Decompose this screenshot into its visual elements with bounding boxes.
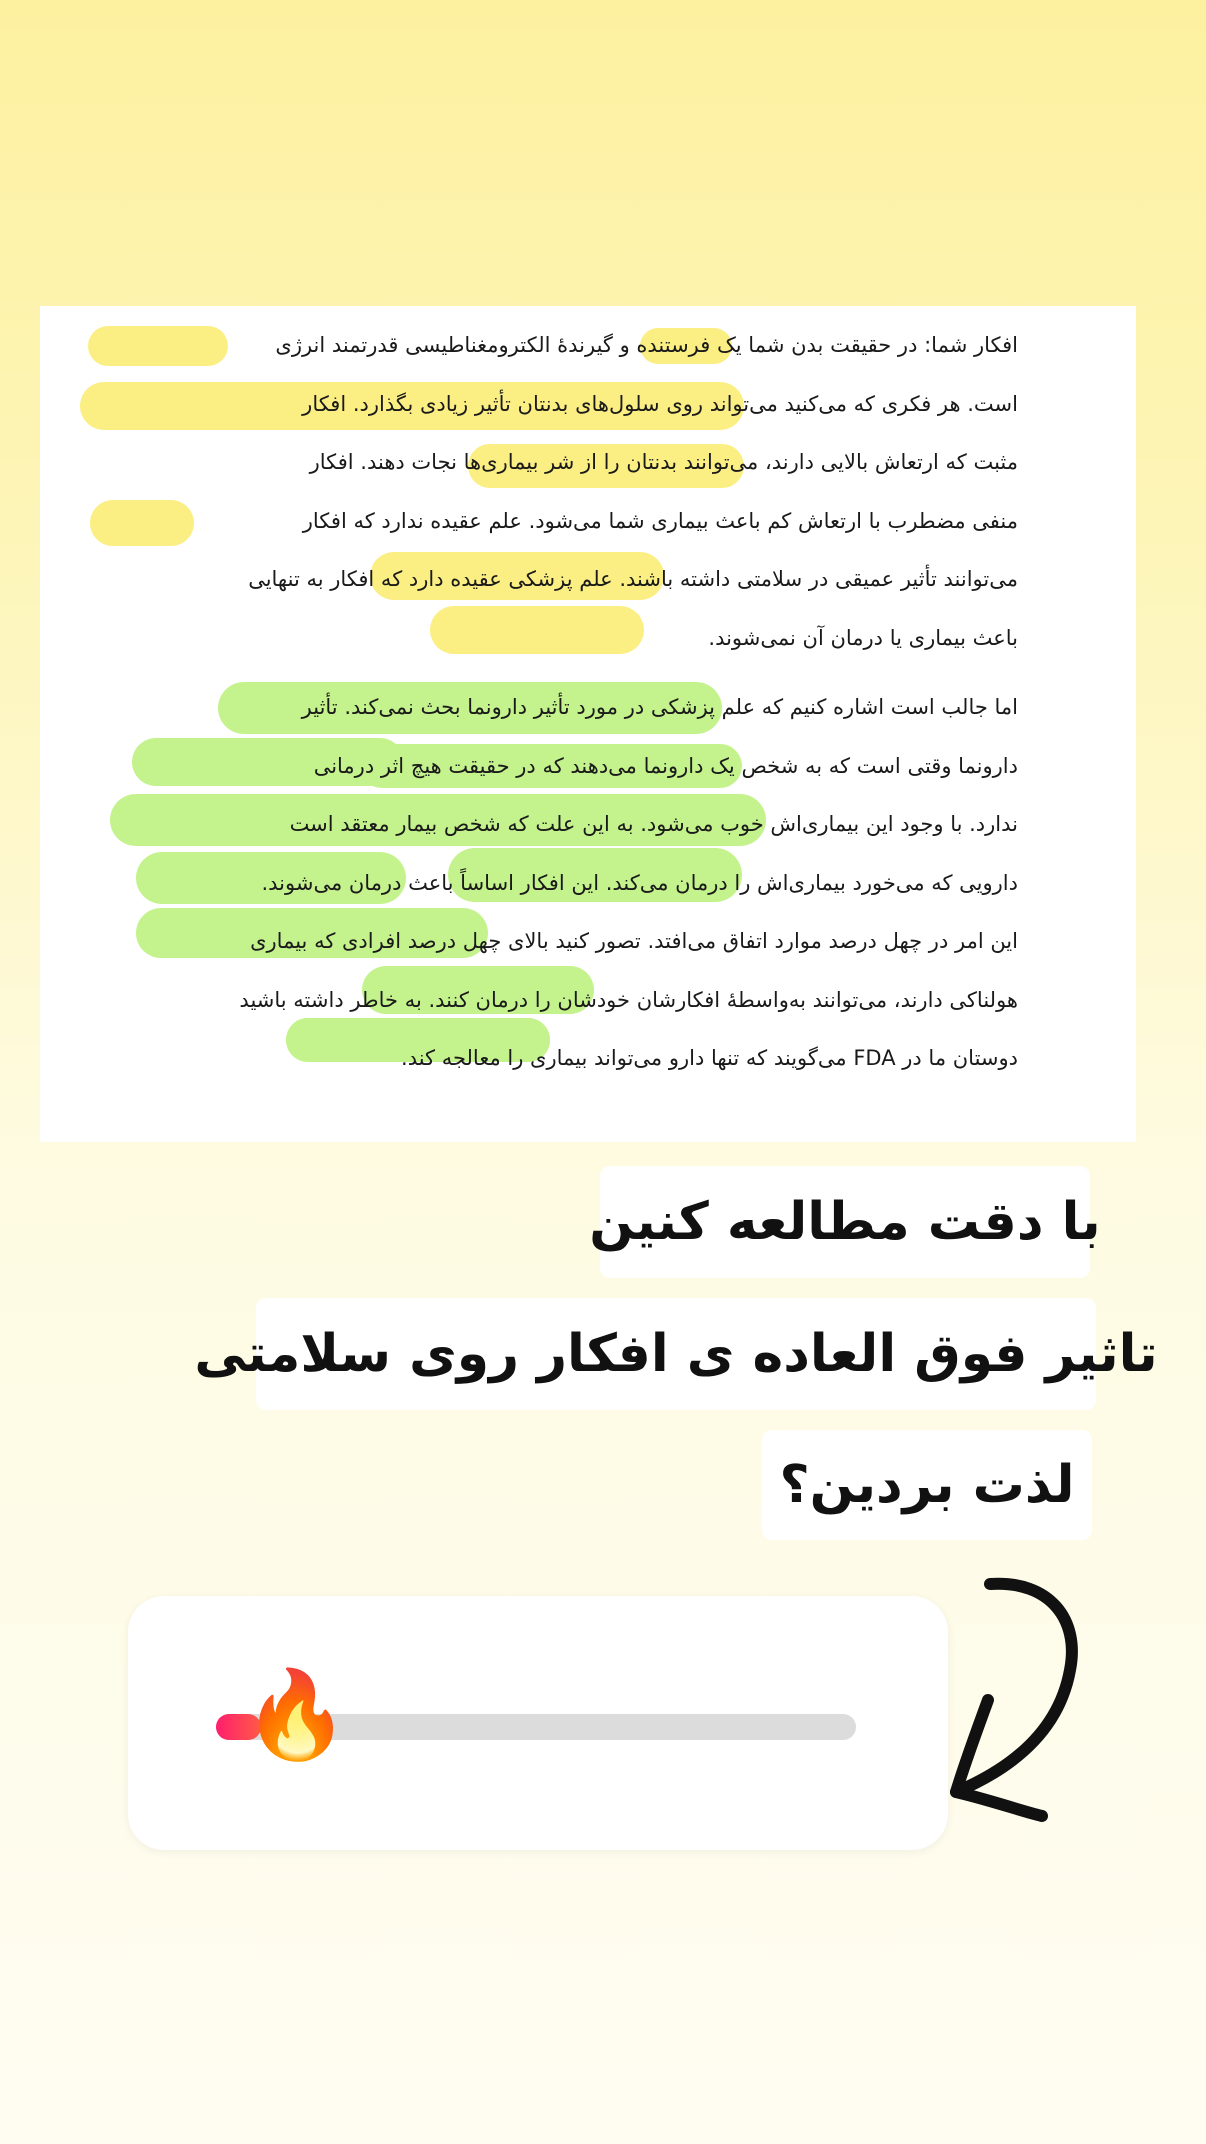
book-page-photo xyxy=(40,306,1136,1142)
text-line: اما جالب است اشاره کنیم که علم پزشکی در مورد تأثیر دارونما بحث نمی‌کند. تأثیر xyxy=(301,695,1018,719)
caption-effect-of-thoughts xyxy=(194,1298,1158,1410)
caption-did-you-enjoy xyxy=(762,1430,1092,1540)
text-line: هولناکی دارند، می‌توانند به‌واسطهٔ افکارشان خودشان را درمان کنند. به خاطر داشته باشید xyxy=(239,987,1018,1012)
paragraph-1 xyxy=(158,316,1018,667)
caption-text: با دقت مطالعه کنین xyxy=(589,1192,1101,1252)
text-line: می‌توانند تأثیر عمیقی در سلامتی داشته باشند. علم پزشکی عقیده دارد که افکار به تنهایی xyxy=(248,567,1018,591)
text-line: این امر در چهل درصد موارد اتفاق می‌افتد. تصور کنید بالای چهل درصد افرادی که بیماری xyxy=(250,929,1018,953)
text-line: منفی مضطرب با ارتعاش کم باعث بیماری شما می‌شود. علم عقیده ندارد که افکار xyxy=(302,508,1018,533)
caption-text: لذت بردین؟ xyxy=(779,1455,1075,1515)
caption-read-carefully xyxy=(589,1166,1101,1278)
text-line: باعث بیماری یا درمان آن نمی‌شوند. xyxy=(708,625,1018,650)
text-line: دوستان ما در FDA می‌گویند که تنها دارو می‌تواند بیماری را معالجه کند. xyxy=(401,1046,1018,1070)
text-line: مثبت که ارتعاش بالایی دارند، می‌توانند بدنتان را از شر بیماری‌ها نجات دهند. افکار xyxy=(309,450,1018,474)
text-line: دارونما وقتی است که به شخص یک دارونما می‌دهند که در حقیقت هیچ اثر درمانی xyxy=(313,753,1018,778)
slider-track[interactable] xyxy=(216,1665,856,1765)
text-line: است. هر فکری که می‌کنید می‌تواند روی سلول‌های بدنتان تأثیر زیادی بگذارد. افکار xyxy=(302,391,1018,416)
hand-drawn-arrow-icon xyxy=(930,1560,1100,1840)
paragraph-2 xyxy=(158,678,1018,1088)
text-line: ندارد. با وجود این بیماری‌اش خوب می‌شود. به این علت که شخص بیمار معتقد است xyxy=(289,812,1018,836)
emoji-slider-sticker[interactable] xyxy=(128,1596,948,1850)
text-line: افکار شما: در حقیقت بدن شما یک فرستنده و گیرندهٔ الکترومغناطیسی قدرتمند انرژی xyxy=(275,333,1018,357)
caption-text: تاثیر فوق العاده ی افکار روی سلامتی xyxy=(194,1324,1158,1384)
fire-emoji-slider-thumb[interactable]: 🔥 xyxy=(242,1665,350,1765)
text-line: دارویی که می‌خورد بیماری‌اش را درمان می‌کند. این افکار اساساً باعث درمان می‌شوند. xyxy=(261,870,1018,895)
